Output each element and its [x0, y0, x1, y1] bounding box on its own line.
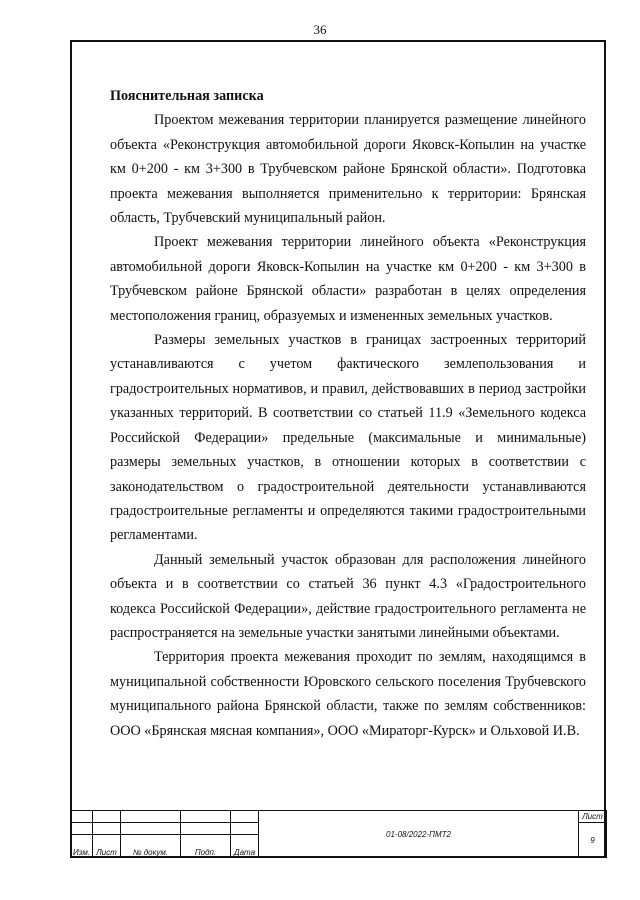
sheet-label: Лист [579, 811, 607, 823]
stamp-header-date: Дата [231, 835, 259, 858]
paragraph: Размеры земельных участков в границах застроенных территорий устанавливаются с учетом фактического землепользования и градостроительных нормативов, и правил, действовавших в период застройки указанных территорий. В соответствии со статьей 11.9 «Земельного кодекса Российской Федерации» предельные (максимальные и минимальные) размеры земельных участков, в отношении которых в соответствии с законодательством о градостроительной деятельности устанавливаются градостроительные регламенты и определяются такими градостроительными регламентами. [110, 332, 586, 544]
stamp-header-doc-number: № докум. [121, 835, 181, 858]
document-heading: Пояснительная записка [110, 88, 264, 104]
stamp-header-sheet: Лист [93, 835, 121, 858]
page-number: 36 [313, 22, 327, 37]
title-block-stamp [70, 810, 606, 858]
paragraph: Проектом межевания территории планируется размещение линейного объекта «Реконструкция автомобильной дороги Яковск-Копылин на участке км 0+200 - км 3+300 в Трубчевском районе Брянской области». Подготовка проекта межевания выполняется применительно к территории: Брянская область, Трубчевский муниципальный район. [110, 112, 586, 227]
document-body [110, 84, 586, 743]
stamp-header-signature: Подп. [181, 835, 231, 858]
sheet-number: 9 [579, 823, 607, 858]
document-code: 01-08/2022-ПМТ2 [259, 811, 579, 858]
paragraph: Проект межевания территории линейного объекта «Реконструкция автомобильной дороги Яковск-Копылин на участке км 0+200 - км 3+300 в Трубчевском районе Брянской области» разработан в целях определения местоположения границ, образуемых и измененных земельных участков. [110, 234, 586, 324]
stamp-header-change: Изм. [71, 835, 93, 858]
paragraph: Данный земельный участок образован для расположения линейного объекта и в соответствии со статьей 36 пункт 4.3 «Градостроительного кодекса Российской Федерации», действие градостроительного регламента не распространяется на земельные участки занятыми линейными объектами. [110, 551, 586, 641]
paragraph: Территория проекта межевания проходит по землям, находящимся в муниципальной собственности Юровского сельского поселения Трубчевского муниципального района Брянской области, также по землям собственников: ООО «Брянская мясная компания», ООО «Мираторг-Курск» и Ольховой И.В. [110, 649, 586, 739]
